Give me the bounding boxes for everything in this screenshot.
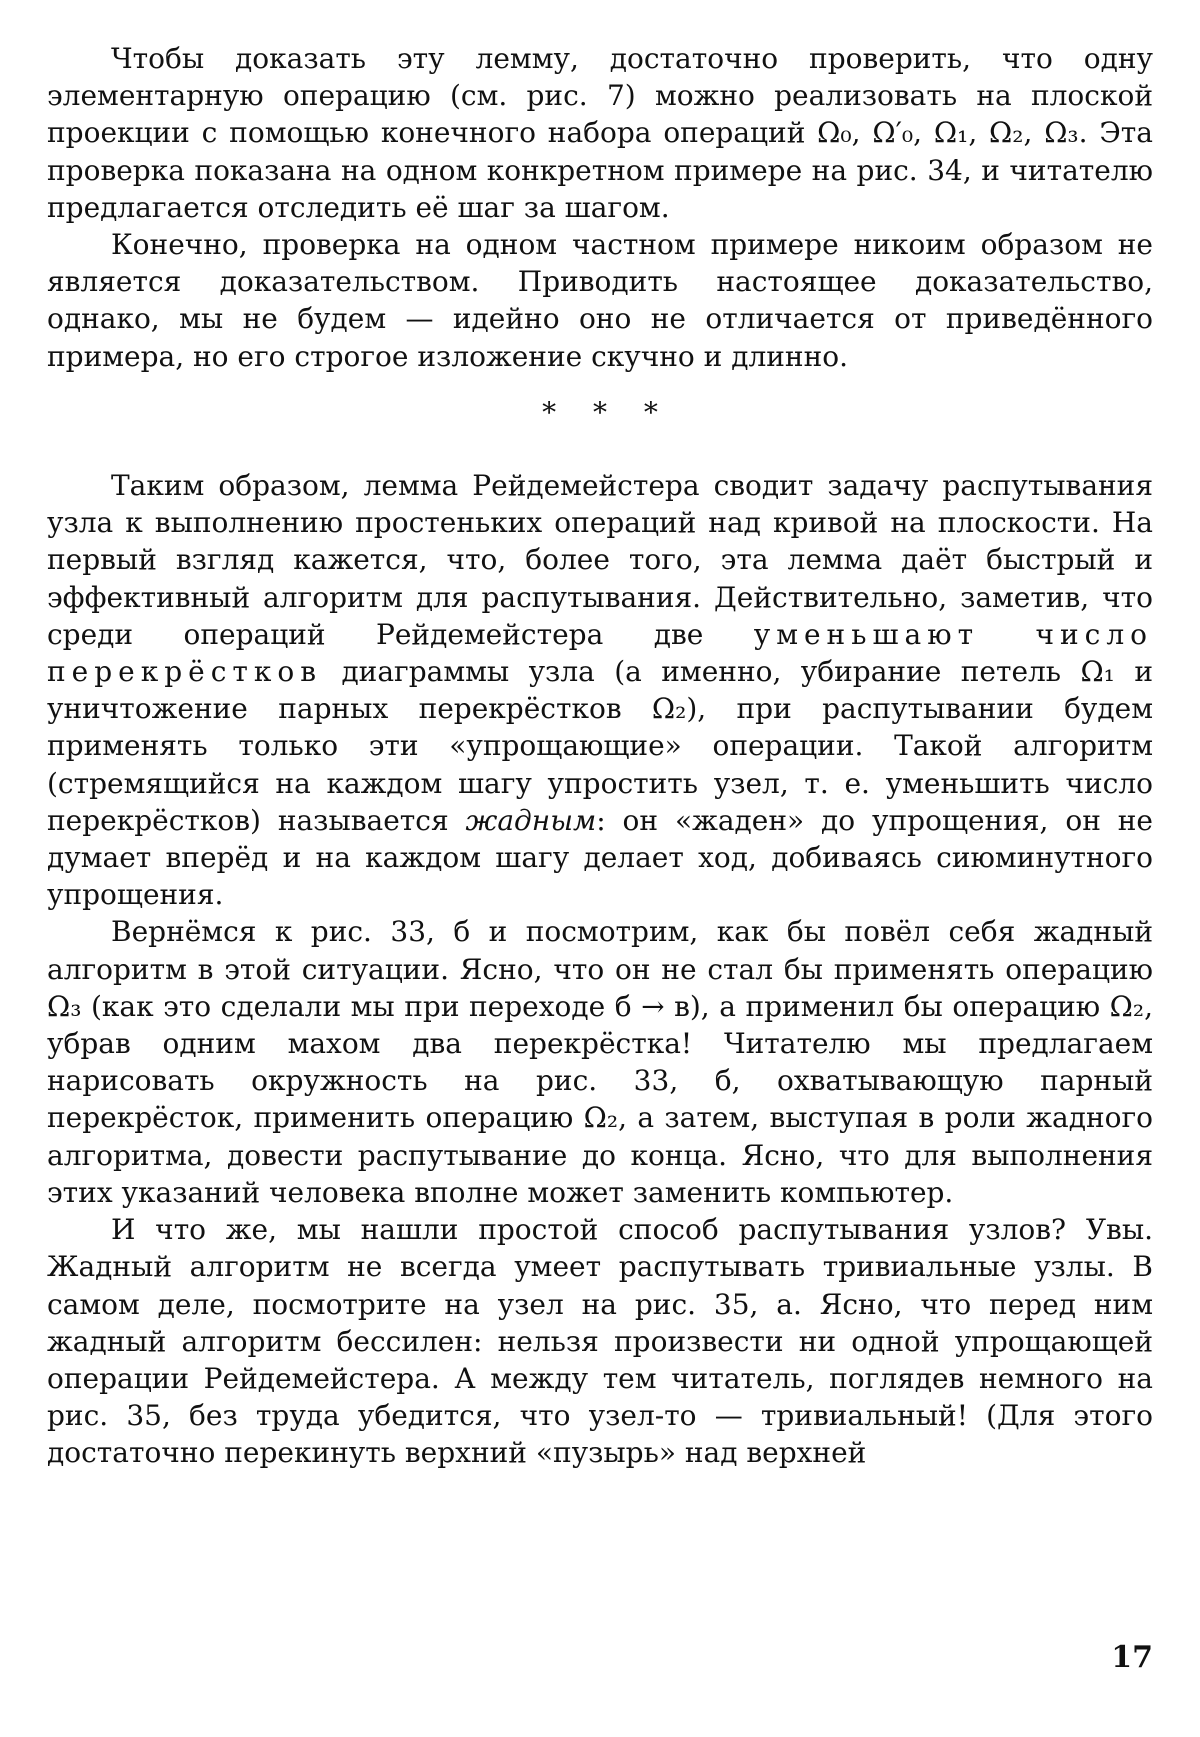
section-separator: * * * xyxy=(542,395,672,429)
italic-term: жадным xyxy=(465,803,597,837)
page-number: 17 xyxy=(1111,1640,1153,1675)
paragraph-not-proof: Конечно, проверка на одном частном примере никоим образом не является доказательством. Приводить настоящее доказательство, однако, мы не будем — идейно оно не отличается от приведённого примера, но его строгое изложение скучно и длинно. xyxy=(47,228,1153,373)
paragraph-figure-33: Вернёмся к рис. 33, б и посмотрим, как бы повёл себя жадный алгоритм в этой ситуации. Ясно, что он не стал бы применять операцию Ω₃ (как это сделали мы при переходе б → в), а применил бы операцию Ω₂, убрав одним махом два перекрёстка! Читателю мы предлагаем нарисовать окружность на рис. 33, б, охватывающую парный перекрёсток, применить операцию Ω₂, а затем, выступая в роли жадного алгоритма, довести распутывание до конца. Ясно, что для выполнения этих указаний человека вполне может заменить компьютер. xyxy=(47,915,1153,1209)
paragraph-greedy-algorithm xyxy=(47,467,1153,913)
paragraph-greedy-text-3: : он «жаден» до упрощения, он не думает вперёд и на каждом шагу делает ход, добиваясь сиюминутного упрощения. xyxy=(47,803,1153,912)
body-text xyxy=(47,40,1153,1472)
paragraph-lemma-proof: Чтобы доказать эту лемму, достаточно проверить, что одну элементарную операцию (см. рис. 7) можно реализовать на плоской проекции с помощью конечного набора операций Ω₀, Ω′₀, Ω₁, Ω₂, Ω₃. Эта проверка показана на одном конкретном примере на рис. 34, и читателю предлагается отследить её шаг за шагом. xyxy=(47,42,1153,224)
paragraph-figure-35: И что же, мы нашли простой способ распутывания узлов? Увы. Жадный алгоритм не всегда умеет распутывать тривиальные узлы. В самом деле, посмотрите на узел на рис. 35, а. Ясно, что перед ним жадный алгоритм бессилен: нельзя произвести ни одной упрощающей операции Рейдемейстера. А между тем читатель, поглядев немного на рис. 35, без труда убедится, что узел-то — тривиальный! (Для этого достаточно перекинуть верхний «пузырь» над верхней xyxy=(47,1213,1153,1470)
paragraph-greedy-text-2: диаграммы узла (а именно, убирание петель Ω₁ и уничтожение парных перекрёстков Ω₂), при распутывании будем применять только эти «упрощающие» операции. Такой алгоритм (стремящийся на каждом шагу упростить узел, т. е. уменьшить число перекрёстков) называется xyxy=(47,655,1153,837)
paragraph-greedy-text-1: Таким образом, лемма Рейдемейстера сводит задачу распутывания узла к выполнению простеньких операций над кривой на плоскости. На первый взгляд кажется, что, более того, эта лемма даёт быстрый и эффективный алгоритм для распутывания. Действительно, заметив, что среди операций Рейдемейстера две xyxy=(47,469,1153,651)
spaced-emphasis: уменьшают число перекрёстков xyxy=(47,617,1154,689)
